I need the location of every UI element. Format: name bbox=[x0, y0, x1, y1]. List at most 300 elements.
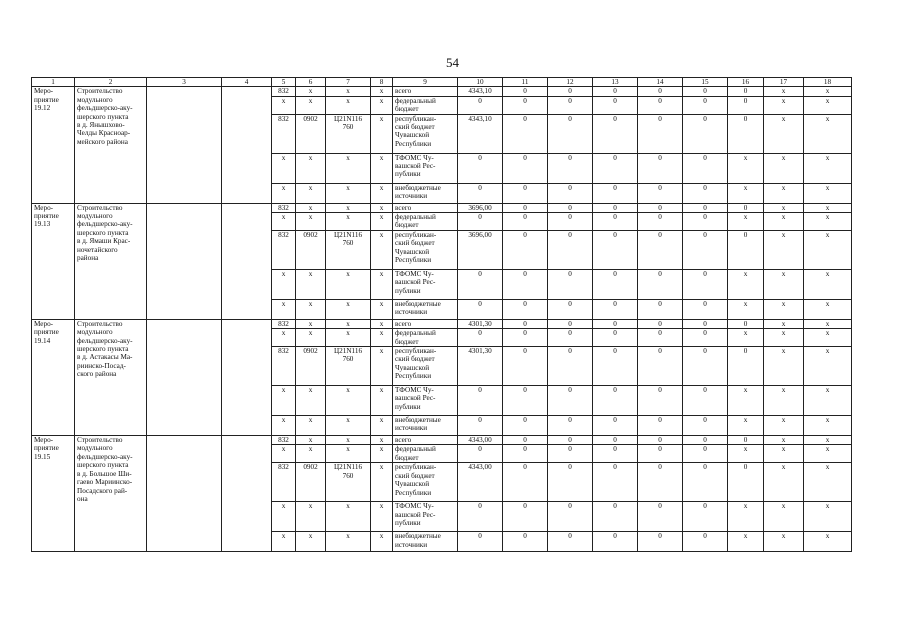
value-cell: 832 bbox=[272, 319, 296, 328]
value-cell: 0 bbox=[683, 96, 728, 114]
value-cell: х bbox=[371, 299, 393, 319]
value-cell: 0 bbox=[593, 299, 638, 319]
value-cell: х bbox=[728, 269, 764, 299]
value-cell: 0 bbox=[728, 203, 764, 212]
value-cell: 0 bbox=[503, 463, 548, 502]
page-number: 54 bbox=[446, 55, 459, 70]
column-number: 10 bbox=[458, 78, 503, 87]
value-cell: х bbox=[804, 87, 852, 96]
value-cell: 0 bbox=[593, 463, 638, 502]
value-cell: х bbox=[371, 153, 393, 183]
measure-name: Строительство модульного фельдшерско-аку- шерского пункта в д. Ямаши Крас- ночетайского района bbox=[75, 203, 147, 319]
value-cell: 832 bbox=[272, 230, 296, 269]
value-cell: х bbox=[728, 213, 764, 231]
value-cell: 0 bbox=[638, 502, 683, 532]
value-cell: 0 bbox=[728, 463, 764, 502]
value-cell: 0 bbox=[548, 416, 593, 436]
value-cell: 0 bbox=[458, 269, 503, 299]
value-cell: 0 bbox=[548, 230, 593, 269]
value-cell: х bbox=[326, 203, 371, 212]
value-cell: 0 bbox=[458, 502, 503, 532]
value-cell: х bbox=[296, 153, 326, 183]
funding-source: республикан- ский бюджет Чувашской Республики bbox=[393, 463, 458, 502]
value-cell: х bbox=[296, 299, 326, 319]
value-cell: х bbox=[764, 87, 804, 96]
value-cell: 0 bbox=[548, 463, 593, 502]
value-cell: 0 bbox=[593, 416, 638, 436]
value-cell: 0 bbox=[548, 96, 593, 114]
value-cell: 0 bbox=[503, 153, 548, 183]
value-cell: х bbox=[371, 203, 393, 212]
column-number: 7 bbox=[326, 78, 371, 87]
value-cell: 0902 bbox=[296, 114, 326, 153]
value-cell: 832 bbox=[272, 87, 296, 96]
value-cell: 0 bbox=[593, 436, 638, 445]
value-cell: х bbox=[371, 416, 393, 436]
value-cell: 0 bbox=[728, 230, 764, 269]
value-cell: 0 bbox=[638, 319, 683, 328]
funding-source: ТФОМС Чу- вашской Рес- публики bbox=[393, 386, 458, 416]
funding-source: внебюджетные источники bbox=[393, 183, 458, 203]
column-number: 9 bbox=[393, 78, 458, 87]
value-cell: х bbox=[371, 445, 393, 463]
column-number: 17 bbox=[764, 78, 804, 87]
value-cell: х bbox=[272, 445, 296, 463]
funding-source: внебюджетные источники bbox=[393, 532, 458, 552]
value-cell: х bbox=[296, 96, 326, 114]
value-cell: х bbox=[804, 153, 852, 183]
value-cell: х bbox=[296, 502, 326, 532]
value-cell: х bbox=[764, 319, 804, 328]
value-cell: 0 bbox=[503, 213, 548, 231]
value-cell: 0 bbox=[593, 87, 638, 96]
value-cell: х bbox=[326, 329, 371, 347]
value-cell: 0 bbox=[683, 463, 728, 502]
value-cell: х bbox=[272, 213, 296, 231]
funding-source: республикан- ский бюджет Чувашской Республики bbox=[393, 230, 458, 269]
measure-name: Строительство модульного фельдшерско-аку- шерского пункта в д. Астакасы Ма- риинско-Посад- ского района bbox=[75, 319, 147, 435]
value-cell: Ц21N116 760 bbox=[326, 463, 371, 502]
value-cell: 0 bbox=[548, 299, 593, 319]
value-cell: х bbox=[728, 299, 764, 319]
value-cell: х bbox=[326, 96, 371, 114]
funding-source: федеральный бюджет bbox=[393, 213, 458, 231]
value-cell: х bbox=[764, 463, 804, 502]
value-cell: 0 bbox=[548, 445, 593, 463]
value-cell: 0 bbox=[638, 213, 683, 231]
value-cell: 0 bbox=[593, 386, 638, 416]
value-cell: 0 bbox=[638, 347, 683, 386]
value-cell: 0 bbox=[593, 445, 638, 463]
col-4-cell bbox=[222, 87, 272, 203]
value-cell: х bbox=[764, 445, 804, 463]
measure-name: Строительство модульного фельдшерско-аку- шерского пункта в д. Большое Ши- гаево Мариинско- Посадского рай- она bbox=[75, 436, 147, 552]
value-cell: 0 bbox=[548, 269, 593, 299]
value-cell: 0 bbox=[683, 532, 728, 552]
column-number: 12 bbox=[548, 78, 593, 87]
value-cell: х bbox=[764, 416, 804, 436]
value-cell: 0 bbox=[683, 386, 728, 416]
value-cell: 0902 bbox=[296, 347, 326, 386]
value-cell: х bbox=[296, 213, 326, 231]
funding-source: республикан- ский бюджет Чувашской Республики bbox=[393, 347, 458, 386]
funding-source: ТФОМС Чу- вашской Рес- публики bbox=[393, 502, 458, 532]
value-cell: х bbox=[371, 319, 393, 328]
value-cell: х bbox=[764, 269, 804, 299]
col-4-cell bbox=[222, 436, 272, 552]
measure-code: Меро- приятие 19.13 bbox=[32, 203, 75, 319]
funding-source: федеральный бюджет bbox=[393, 96, 458, 114]
value-cell: 0 bbox=[683, 347, 728, 386]
value-cell: х bbox=[371, 114, 393, 153]
value-cell: 0 bbox=[503, 347, 548, 386]
value-cell: 0 bbox=[548, 532, 593, 552]
budget-table bbox=[31, 77, 852, 552]
value-cell: х bbox=[728, 445, 764, 463]
value-cell: х bbox=[272, 299, 296, 319]
column-number: 11 bbox=[503, 78, 548, 87]
value-cell: х bbox=[764, 114, 804, 153]
value-cell: 0 bbox=[503, 532, 548, 552]
value-cell: 0 bbox=[683, 153, 728, 183]
value-cell: х bbox=[804, 463, 852, 502]
value-cell: 0 bbox=[503, 502, 548, 532]
column-number: 18 bbox=[804, 78, 852, 87]
col-3-cell bbox=[147, 319, 222, 435]
value-cell: х bbox=[728, 532, 764, 552]
value-cell: 4301,30 bbox=[458, 319, 503, 328]
value-cell: х bbox=[371, 269, 393, 299]
value-cell: х bbox=[326, 299, 371, 319]
value-cell: 0 bbox=[458, 153, 503, 183]
col-3-cell bbox=[147, 203, 222, 319]
value-cell: 0 bbox=[638, 114, 683, 153]
value-cell: х bbox=[764, 299, 804, 319]
measure-name: Строительство модульного фельдшерско-аку- шерского пункта в д. Янышхово- Челды Красноар- мейского района bbox=[75, 87, 147, 203]
col-4-cell bbox=[222, 203, 272, 319]
table-body bbox=[32, 78, 852, 552]
value-cell: х bbox=[326, 436, 371, 445]
value-cell: х bbox=[326, 532, 371, 552]
value-cell: х bbox=[804, 416, 852, 436]
value-cell: х bbox=[804, 299, 852, 319]
value-cell: х bbox=[804, 114, 852, 153]
value-cell: 0 bbox=[638, 230, 683, 269]
value-cell: 0 bbox=[593, 230, 638, 269]
value-cell: 0 bbox=[503, 329, 548, 347]
value-cell: х bbox=[296, 386, 326, 416]
value-cell: 0 bbox=[503, 319, 548, 328]
value-cell: х bbox=[296, 532, 326, 552]
value-cell: 0 bbox=[548, 153, 593, 183]
value-cell: х bbox=[804, 213, 852, 231]
value-cell: 3696,00 bbox=[458, 230, 503, 269]
value-cell: 0 bbox=[503, 230, 548, 269]
value-cell: 0 bbox=[503, 436, 548, 445]
value-cell: 0 bbox=[593, 319, 638, 328]
value-cell: х bbox=[371, 463, 393, 502]
value-cell: х bbox=[728, 386, 764, 416]
value-cell: 0 bbox=[638, 87, 683, 96]
value-cell: х bbox=[728, 502, 764, 532]
funding-source: всего bbox=[393, 87, 458, 96]
value-cell: х bbox=[371, 87, 393, 96]
column-number: 8 bbox=[371, 78, 393, 87]
value-cell: х bbox=[296, 269, 326, 299]
value-cell: х bbox=[764, 502, 804, 532]
value-cell: 832 bbox=[272, 114, 296, 153]
value-cell: 0 bbox=[458, 445, 503, 463]
value-cell: х bbox=[764, 96, 804, 114]
value-cell: 0 bbox=[593, 96, 638, 114]
column-number: 1 bbox=[32, 78, 75, 87]
value-cell: 0 bbox=[458, 532, 503, 552]
value-cell: х bbox=[764, 436, 804, 445]
value-cell: 0 bbox=[638, 153, 683, 183]
value-cell: х bbox=[371, 183, 393, 203]
value-cell: 0 bbox=[593, 532, 638, 552]
value-cell: х bbox=[272, 416, 296, 436]
value-cell: х bbox=[764, 329, 804, 347]
funding-source: республикан- ский бюджет Чувашской Республики bbox=[393, 114, 458, 153]
value-cell: х bbox=[296, 203, 326, 212]
column-number: 14 bbox=[638, 78, 683, 87]
col-4-cell bbox=[222, 319, 272, 435]
value-cell: х bbox=[326, 416, 371, 436]
value-cell: 0 bbox=[728, 96, 764, 114]
value-cell: 0 bbox=[593, 347, 638, 386]
value-cell: 0 bbox=[683, 203, 728, 212]
value-cell: х bbox=[764, 203, 804, 212]
value-cell: х bbox=[804, 183, 852, 203]
value-cell: 0 bbox=[593, 183, 638, 203]
value-cell: х bbox=[296, 183, 326, 203]
value-cell: 0 bbox=[503, 386, 548, 416]
value-cell: 0 bbox=[593, 502, 638, 532]
col-3-cell bbox=[147, 87, 222, 203]
value-cell: х bbox=[728, 183, 764, 203]
value-cell: 0 bbox=[458, 299, 503, 319]
value-cell: 0 bbox=[503, 416, 548, 436]
value-cell: х bbox=[272, 532, 296, 552]
value-cell: х bbox=[272, 329, 296, 347]
value-cell: 0 bbox=[503, 269, 548, 299]
value-cell: 0 bbox=[503, 87, 548, 96]
value-cell: х bbox=[296, 445, 326, 463]
value-cell: 4343,00 bbox=[458, 436, 503, 445]
measure-code: Меро- приятие 19.15 bbox=[32, 436, 75, 552]
value-cell: 0 bbox=[548, 386, 593, 416]
value-cell: 0 bbox=[548, 502, 593, 532]
value-cell: 0 bbox=[638, 96, 683, 114]
value-cell: х bbox=[371, 532, 393, 552]
value-cell: Ц21N116 760 bbox=[326, 114, 371, 153]
funding-source: всего bbox=[393, 319, 458, 328]
value-cell: х bbox=[326, 183, 371, 203]
value-cell: 0 bbox=[593, 329, 638, 347]
value-cell: х bbox=[272, 502, 296, 532]
value-cell: 832 bbox=[272, 347, 296, 386]
table-row bbox=[32, 436, 852, 445]
value-cell: 0 bbox=[548, 347, 593, 386]
value-cell: 0 bbox=[458, 213, 503, 231]
value-cell: х bbox=[326, 269, 371, 299]
value-cell: х bbox=[804, 319, 852, 328]
value-cell: х bbox=[272, 386, 296, 416]
column-number: 4 bbox=[222, 78, 272, 87]
value-cell: 0 bbox=[458, 386, 503, 416]
funding-source: ТФОМС Чу- вашской Рес- публики bbox=[393, 153, 458, 183]
measure-code: Меро- приятие 19.12 bbox=[32, 87, 75, 203]
value-cell: 0 bbox=[593, 153, 638, 183]
value-cell: Ц21N116 760 bbox=[326, 230, 371, 269]
value-cell: х bbox=[296, 416, 326, 436]
table-row bbox=[32, 319, 852, 328]
value-cell: 0 bbox=[548, 213, 593, 231]
value-cell: 0 bbox=[638, 203, 683, 212]
value-cell: 0 bbox=[683, 230, 728, 269]
value-cell: 0 bbox=[503, 183, 548, 203]
value-cell: 0 bbox=[503, 299, 548, 319]
value-cell: х bbox=[804, 532, 852, 552]
value-cell: 0 bbox=[728, 87, 764, 96]
value-cell: х bbox=[804, 502, 852, 532]
funding-source: ТФОМС Чу- вашской Рес- публики bbox=[393, 269, 458, 299]
value-cell: 0 bbox=[548, 436, 593, 445]
value-cell: 0 bbox=[503, 445, 548, 463]
value-cell: х bbox=[371, 96, 393, 114]
value-cell: х bbox=[804, 436, 852, 445]
value-cell: 3696,00 bbox=[458, 203, 503, 212]
value-cell: х bbox=[764, 213, 804, 231]
value-cell: х bbox=[764, 230, 804, 269]
value-cell: х bbox=[326, 502, 371, 532]
value-cell: х bbox=[804, 230, 852, 269]
value-cell: х bbox=[764, 386, 804, 416]
value-cell: х bbox=[326, 213, 371, 231]
value-cell: х bbox=[371, 230, 393, 269]
value-cell: 0 bbox=[458, 96, 503, 114]
value-cell: 0 bbox=[638, 436, 683, 445]
value-cell: 0 bbox=[728, 114, 764, 153]
value-cell: х bbox=[371, 502, 393, 532]
value-cell: 0 bbox=[638, 329, 683, 347]
value-cell: х bbox=[804, 329, 852, 347]
value-cell: х bbox=[326, 319, 371, 328]
value-cell: х bbox=[371, 329, 393, 347]
funding-source: федеральный бюджет bbox=[393, 329, 458, 347]
value-cell: 0 bbox=[683, 299, 728, 319]
value-cell: 0 bbox=[683, 436, 728, 445]
value-cell: х bbox=[296, 319, 326, 328]
value-cell: 0902 bbox=[296, 463, 326, 502]
value-cell: 0 bbox=[683, 416, 728, 436]
value-cell: 0 bbox=[548, 203, 593, 212]
value-cell: 0 bbox=[683, 269, 728, 299]
value-cell: 0 bbox=[593, 203, 638, 212]
value-cell: 0 bbox=[683, 114, 728, 153]
funding-source: федеральный бюджет bbox=[393, 445, 458, 463]
value-cell: х bbox=[272, 96, 296, 114]
value-cell: 4343,10 bbox=[458, 87, 503, 96]
value-cell: х bbox=[764, 347, 804, 386]
value-cell: х bbox=[728, 416, 764, 436]
value-cell: 0 bbox=[683, 87, 728, 96]
value-cell: 4343,00 bbox=[458, 463, 503, 502]
funding-source: всего bbox=[393, 203, 458, 212]
value-cell: 4301,30 bbox=[458, 347, 503, 386]
column-number: 3 bbox=[147, 78, 222, 87]
value-cell: 0 bbox=[638, 416, 683, 436]
value-cell: 0 bbox=[458, 183, 503, 203]
value-cell: 0 bbox=[683, 502, 728, 532]
value-cell: 0 bbox=[548, 183, 593, 203]
value-cell: х bbox=[326, 445, 371, 463]
column-number: 6 bbox=[296, 78, 326, 87]
value-cell: х bbox=[764, 153, 804, 183]
value-cell: х bbox=[371, 347, 393, 386]
value-cell: х bbox=[804, 386, 852, 416]
column-number: 16 bbox=[728, 78, 764, 87]
value-cell: х bbox=[272, 269, 296, 299]
value-cell: 0 bbox=[683, 445, 728, 463]
header-row bbox=[32, 78, 852, 87]
value-cell: 0 bbox=[638, 386, 683, 416]
value-cell: 0 bbox=[638, 183, 683, 203]
value-cell: х bbox=[804, 445, 852, 463]
column-number: 2 bbox=[75, 78, 147, 87]
value-cell: 0 bbox=[503, 96, 548, 114]
value-cell: 0 bbox=[503, 114, 548, 153]
value-cell: 832 bbox=[272, 463, 296, 502]
value-cell: х bbox=[804, 96, 852, 114]
column-number: 15 bbox=[683, 78, 728, 87]
value-cell: х bbox=[272, 153, 296, 183]
value-cell: 0 bbox=[683, 319, 728, 328]
value-cell: х bbox=[728, 329, 764, 347]
value-cell: 0 bbox=[638, 269, 683, 299]
value-cell: х bbox=[326, 386, 371, 416]
funding-source: внебюджетные источники bbox=[393, 299, 458, 319]
value-cell: х bbox=[326, 87, 371, 96]
value-cell: 0 bbox=[638, 463, 683, 502]
value-cell: х bbox=[296, 329, 326, 347]
value-cell: х bbox=[804, 203, 852, 212]
value-cell: 0 bbox=[458, 329, 503, 347]
value-cell: 0 bbox=[638, 532, 683, 552]
value-cell: х bbox=[326, 153, 371, 183]
value-cell: 0 bbox=[593, 213, 638, 231]
value-cell: 0 bbox=[593, 269, 638, 299]
value-cell: 0 bbox=[683, 329, 728, 347]
value-cell: 0 bbox=[728, 436, 764, 445]
funding-source: внебюджетные источники bbox=[393, 416, 458, 436]
value-cell: 0 bbox=[683, 183, 728, 203]
value-cell: х bbox=[371, 436, 393, 445]
value-cell: 0902 bbox=[296, 230, 326, 269]
value-cell: Ц21N116 760 bbox=[326, 347, 371, 386]
column-number: 13 bbox=[593, 78, 638, 87]
value-cell: х bbox=[296, 436, 326, 445]
value-cell: 0 bbox=[638, 445, 683, 463]
value-cell: х bbox=[764, 532, 804, 552]
value-cell: 0 bbox=[458, 416, 503, 436]
table-row bbox=[32, 87, 852, 96]
value-cell: х bbox=[764, 183, 804, 203]
value-cell: 0 bbox=[548, 114, 593, 153]
value-cell: 0 bbox=[728, 347, 764, 386]
value-cell: 0 bbox=[683, 213, 728, 231]
